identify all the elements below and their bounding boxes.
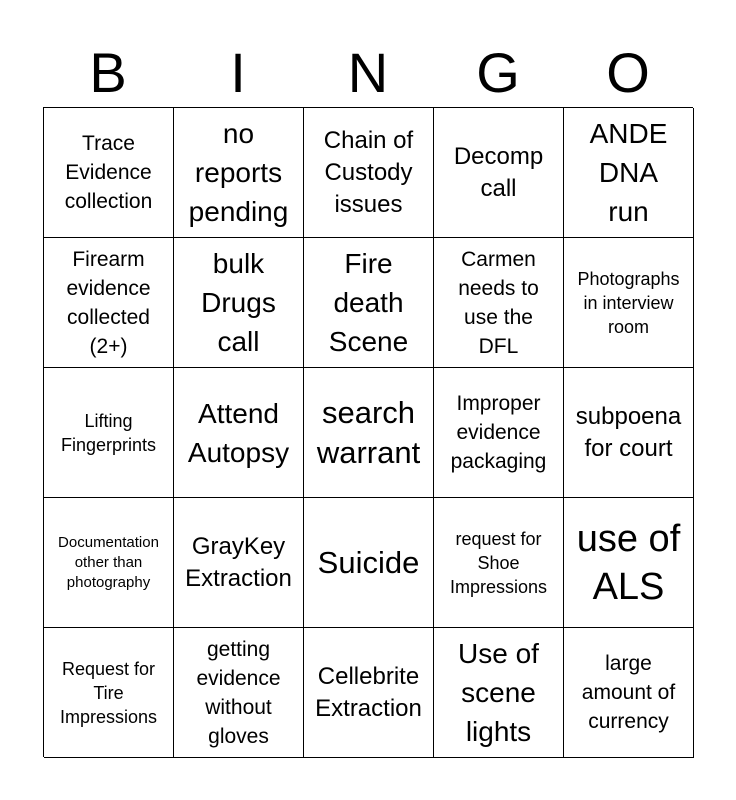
bingo-cell[interactable]: GrayKey Extraction xyxy=(174,498,304,628)
bingo-cell[interactable]: subpoena for court xyxy=(564,368,694,498)
bingo-cell[interactable]: no reports pending xyxy=(174,108,304,238)
bingo-cell[interactable]: Attend Autopsy xyxy=(174,368,304,498)
header-letter-n: N xyxy=(347,41,389,104)
bingo-cell[interactable]: Cellebrite Extraction xyxy=(304,628,434,758)
bingo-cell[interactable]: ANDE DNA run xyxy=(564,108,694,238)
bingo-grid xyxy=(43,107,693,757)
bingo-cell[interactable]: Photographs in interview room xyxy=(564,238,694,368)
header-letter-b: B xyxy=(89,41,127,104)
bingo-cell[interactable]: Fire death Scene xyxy=(304,238,434,368)
bingo-cell[interactable]: Request for Tire Impressions xyxy=(44,628,174,758)
bingo-cell[interactable]: search warrant xyxy=(304,368,434,498)
bingo-cell[interactable]: Decomp call xyxy=(434,108,564,238)
header-letter-o: O xyxy=(606,41,650,104)
bingo-cell[interactable]: use of ALS xyxy=(564,498,694,628)
bingo-cell[interactable]: Carmen needs to use the DFL xyxy=(434,238,564,368)
bingo-cell[interactable]: large amount of currency xyxy=(564,628,694,758)
bingo-cell[interactable]: bulk Drugs call xyxy=(174,238,304,368)
bingo-cell[interactable]: Firearm evidence collected (2+) xyxy=(44,238,174,368)
header-letter-i: I xyxy=(230,41,246,104)
bingo-cell[interactable]: Documentation other than photography xyxy=(44,498,174,628)
bingo-cell[interactable]: Improper evidence packaging xyxy=(434,368,564,498)
bingo-cell[interactable]: Chain of Custody issues xyxy=(304,108,434,238)
bingo-cell[interactable]: Trace Evidence collection xyxy=(44,108,174,238)
bingo-cell[interactable]: Suicide xyxy=(304,498,434,628)
bingo-cell[interactable]: Use of scene lights xyxy=(434,628,564,758)
bingo-cell[interactable]: request for Shoe Impressions xyxy=(434,498,564,628)
bingo-header xyxy=(43,40,693,106)
header-letter-g: G xyxy=(476,41,520,104)
bingo-cell[interactable]: getting evidence without gloves xyxy=(174,628,304,758)
bingo-cell[interactable]: Lifting Fingerprints xyxy=(44,368,174,498)
